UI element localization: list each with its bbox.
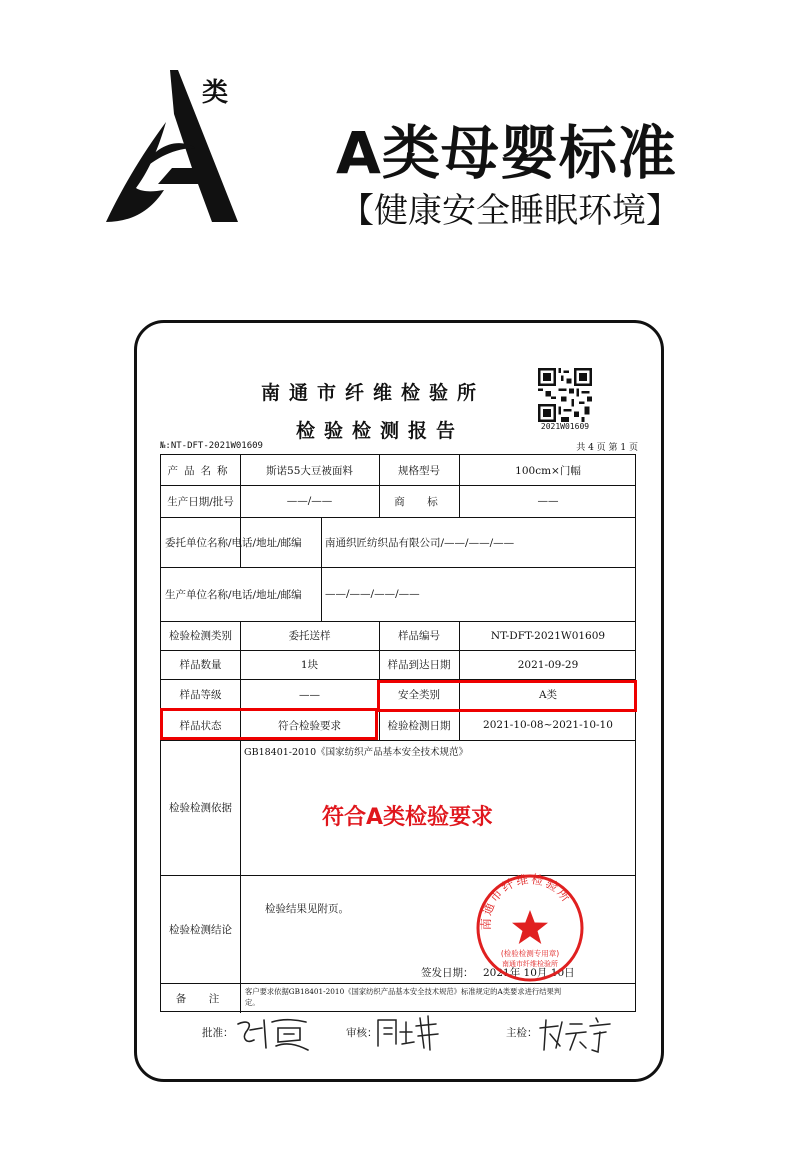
client-value: 南通织匠纺织品有限公司/——/——/—— [325,536,515,549]
chief-inspector-signature [536,1012,616,1056]
remark-label: 备 注 [175,992,226,1005]
reviewer-label: 审核： [346,1027,378,1039]
sample-no-value: NT-DFT-2021W01609 [490,629,606,642]
svg-text:南通市纤维检验所: 南通市纤维检验所 [478,872,575,931]
conclusion-label: 检验检测结论 [169,923,232,936]
grade-label: 样品等级 [179,689,222,701]
official-seal [474,872,586,984]
model-value: 100cm×门幅 [515,464,581,477]
arrival-date-value: 2021-09-29 [517,658,579,671]
grade-value: —— [299,688,320,701]
issue-date-value: 2021年 10月 10日 [483,966,575,979]
manufacturer-label: 生产单位名称/电话/地址/邮编 [165,588,302,601]
approver-signature [232,1010,318,1054]
issue-date-label: 签发日期： [421,966,474,979]
manufacturer-value: ——/——/——/—— [325,588,420,600]
production-date-value: ——/—— [286,495,333,507]
product-name-label: 产品名称 [167,464,234,477]
sample-no-label: 样品编号 [398,630,440,642]
model-label: 规格型号 [398,464,440,477]
remark-line-1: 客户要求依据GB18401-2010《国家纺织产品基本安全技术规范》标准规定的A类要求进行结果判 [245,986,562,996]
institute-name: 南通市纤维检验所 [260,382,485,404]
sample-status-highlight [160,708,378,740]
report-title: 检验检测报告 [295,420,464,442]
safety-category-value: A类 [538,689,558,701]
remark-line-2: 定。 [245,998,260,1007]
safety-category-label: 安全类别 [398,689,440,701]
page-info: 共 4 页 第 1 页 [576,443,638,453]
trademark-value: —— [537,495,559,507]
reviewer-signature [372,1012,444,1052]
sample-qty-value: 1块 [300,659,319,671]
basis-label: 检验检测依据 [169,802,232,814]
headline: A类母婴标准 [336,119,677,187]
sample-qty-label: 样品数量 [179,659,222,671]
svg-text:(检验检测专用章): (检验检测专用章) [500,949,560,958]
chief-inspector-label: 主检： [506,1027,538,1039]
safety-category-highlight [377,680,637,712]
logo-mark: 类 [202,78,229,108]
sample-status-value: 符合检验要求 [278,719,341,732]
production-date-label: 生产日期/批号 [167,495,234,508]
trademark-label: 商 标 [394,495,444,508]
qr-code-icon [538,368,592,422]
product-name-value: 斯诺55大豆被面料 [266,464,353,477]
client-label: 委托单位名称/电话/地址/邮编 [165,536,302,549]
test-type-value: 委托送样 [288,630,331,642]
report-number: №:NT-DFT-2021W01609 [160,441,263,451]
test-date-value: 2021-10-08~2021-10-10 [483,719,613,731]
a-class-logo [100,62,260,232]
sample-status-label: 样品状态 [179,719,222,732]
qr-code-number: 2021W01609 [540,422,590,431]
subheadline: 【健康安全睡眠环境】 [340,191,680,231]
arrival-date-label: 样品到达日期 [387,659,451,671]
approver-label: 批准： [202,1027,234,1039]
verdict-banner: 符合A类检验要求 [322,805,494,830]
basis-value: GB18401-2010《国家纺织产品基本安全技术规范》 [244,747,469,758]
svg-text:南通市纤维检验所: 南通市纤维检验所 [502,960,558,968]
test-date-label: 检验检测日期 [387,719,451,732]
test-type-label: 检验检测类别 [169,630,232,642]
conclusion-value: 检验结果见附页。 [265,902,349,915]
